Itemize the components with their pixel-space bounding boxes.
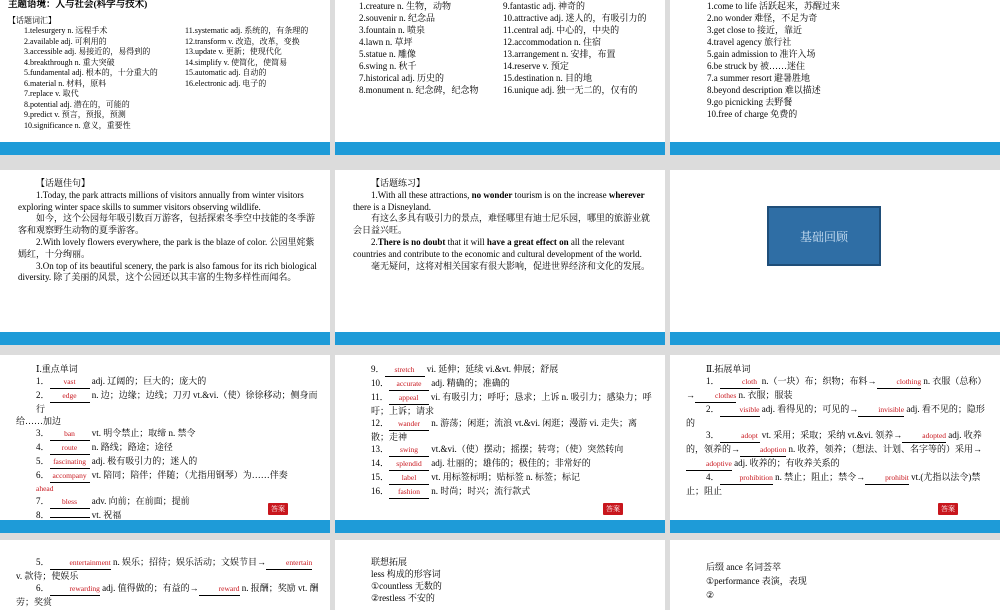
phrase-item: 1.come to life 活跃起来，苏醒过来 — [707, 1, 840, 11]
vocab-left-column — [359, 0, 509, 96]
answer-blank[interactable]: visible — [720, 404, 760, 417]
slide-footer-bar — [670, 332, 1000, 345]
answer-blank[interactable]: stretch — [385, 364, 425, 377]
subheader: less 构成的形容词 — [371, 569, 441, 579]
phrase-item: 4.travel agency 旅行社 — [707, 37, 792, 47]
definition: n. 时尚；时兴；流行款式 — [431, 486, 531, 496]
item-number: 7． — [36, 496, 50, 506]
vocab-item: 5.fundamental adj. 根本的，十分重大的 — [24, 68, 158, 77]
text-segment: that it will — [445, 236, 487, 247]
wrap-text: 给……加边 — [16, 416, 62, 426]
vocab-item: 16.unique adj. 独一无二的，仅有的 — [503, 85, 638, 95]
vocab-item: 10.significance n. 意义，重要性 — [24, 120, 131, 130]
phrase-item: 5.gain admission to 准许入场 — [707, 49, 816, 59]
word-row — [16, 469, 320, 483]
answer-blank[interactable]: rewarding — [50, 583, 100, 596]
section-header: 后缀 ance 名词荟萃 — [706, 562, 781, 572]
phrase-item: 8.beyond description 难以描述 — [707, 85, 821, 95]
vocab-left-column — [24, 26, 174, 131]
item-number: 8． — [36, 510, 50, 520]
vocab-item: 13.arrangement n. 安排，布置 — [503, 49, 616, 59]
phrase-list — [707, 0, 992, 120]
section-header: 【话题佳句】 — [36, 178, 91, 188]
text-segment: adj. 看得见的；可见的→ — [759, 404, 859, 414]
slide-footer-bar — [335, 332, 665, 345]
vocab-item: 13.update v. 更新；使现代化 — [185, 47, 282, 56]
answer-blank[interactable]: vast — [50, 376, 90, 389]
item-number: 5． — [36, 557, 50, 567]
definition: adj. 辽阔的；巨大的；庞大的 — [91, 376, 207, 386]
text-segment: vt.(尤指以法令)禁止；阻止 — [686, 472, 981, 496]
item-number: 1． — [706, 376, 720, 386]
section-header: 【话题词汇】 — [8, 15, 56, 25]
text-segment: n.（一块）布；织物；布料→ — [759, 376, 877, 386]
definition: vt. 明令禁止；取缔 n. 禁令 — [91, 428, 196, 438]
definition: vt. 用标签标明；贴标签 n. 标签；标记 — [431, 472, 581, 482]
extended-item-4 — [686, 471, 986, 497]
text-segment: there is a Disneyland. — [353, 201, 431, 212]
slide-extended-words[interactable] — [670, 355, 1000, 533]
definition: vi. 有吸引力；呼吁；恳求；上诉 n. 吸引力；感染力；呼吁；上诉；请求 — [371, 392, 652, 416]
vocab-item: 5.statue n. 雕像 — [359, 49, 416, 59]
answer-blank[interactable]: invisible — [858, 404, 904, 417]
word-row — [16, 427, 320, 441]
vocab-item: 4.lawn n. 草坪 — [359, 37, 413, 47]
text-segment: 2. — [371, 236, 378, 247]
word-row — [351, 443, 655, 457]
answer-blank[interactable]: adopt — [720, 430, 760, 443]
item-number: 5． — [36, 456, 50, 466]
vocab-item: 8.potential adj. 潜在的，可能的 — [24, 99, 130, 109]
sentence-en: 1.Today, the park attracts millions of visitors annually from winter visitors exploring winter space skills to summer visitors observing wildlife. — [18, 189, 304, 212]
vocab-item: 6.material n. 材料，原料 — [24, 78, 107, 88]
slide-topic-sentences[interactable] — [0, 170, 330, 345]
slide-key-words-2[interactable] — [335, 355, 665, 533]
vocab-item: 4.breakthrough n. 重大突破 — [24, 57, 115, 67]
answer-blank[interactable]: ban — [50, 428, 90, 441]
phrase-item: 6.be struck by 被……迷住 — [707, 61, 805, 71]
key-phrase: wherever — [608, 189, 645, 200]
word-row — [351, 391, 655, 417]
item-number: 4． — [36, 442, 50, 452]
exercise-sentence-1 — [353, 190, 653, 214]
item-number: 10． — [371, 378, 390, 388]
slide-topic-vocabulary-1[interactable] — [0, 0, 330, 155]
item-number: 9． — [371, 364, 385, 374]
answer-blank[interactable]: edge — [50, 390, 90, 403]
slide-title: 主题语境：人与社会(科学与技术) — [8, 0, 148, 10]
answer-button[interactable]: 答案 — [938, 503, 958, 515]
item-number: 13． — [371, 444, 390, 454]
word-row — [351, 417, 655, 443]
definition: vt.&vi.（使）摆动；摇摆；转弯；（使）突然转向 — [431, 444, 624, 454]
answer-blank[interactable]: accompany — [50, 470, 90, 483]
definition: adv. 向前；在前面；提前 — [91, 496, 190, 506]
word-row — [351, 485, 655, 499]
answer-blank[interactable] — [50, 517, 90, 518]
vocab-item: 15.destination n. 目的地 — [503, 73, 592, 83]
exercise-sentence-2 — [353, 237, 653, 261]
vocab-item: 16.electronic adj. 电子的 — [185, 78, 267, 88]
vocab-item: 14.reserve v. 预定 — [503, 61, 569, 71]
vocab-item: 15.automatic adj. 自动的 — [185, 68, 267, 77]
word-row — [351, 377, 655, 391]
answer-blank[interactable]: reward — [199, 583, 240, 596]
word-row — [351, 363, 655, 377]
item-number: 3． — [706, 430, 720, 440]
vocab-item: 3.fountain n. 喷泉 — [359, 25, 425, 35]
item-number: 2． — [706, 404, 720, 414]
definition: vt. 陪同；陪伴；伴随；（尤指用钢琴）为……伴奏 — [91, 470, 288, 480]
answer-blank[interactable]: bless — [50, 496, 90, 509]
item-number: 1． — [36, 376, 50, 386]
answer-blank[interactable]: route — [50, 442, 90, 455]
text-segment: adj. 收养的，领养的→ — [686, 430, 982, 454]
slide-footer-bar — [670, 520, 1000, 533]
answer-blank[interactable]: swing — [389, 444, 429, 457]
section-header: Ⅱ.拓展单词 — [706, 364, 751, 374]
answer-ahead: ahead — [36, 484, 54, 493]
answer-blank[interactable]: clothing — [877, 376, 922, 389]
slide-footer-bar — [335, 142, 665, 155]
phrase-item: 9.go picnicking 去野餐 — [707, 97, 793, 107]
exercise-translation-2: 毫无疑问，这将对相关国家有很大影响，促进世界经济和文化的发展。 — [371, 260, 651, 271]
section-header: 【话题练习】 — [371, 178, 426, 188]
text-segment: 1.With all these attractions, — [371, 189, 472, 200]
answer-blank[interactable]: fascinating — [50, 456, 90, 469]
slide-footer-bar — [335, 520, 665, 533]
answer-blank[interactable]: adopted — [902, 430, 946, 443]
list-item: ② — [706, 590, 715, 600]
text-segment: adj. 收养的；有收养关系的 — [731, 458, 840, 468]
definition: adj. 壮丽的；雄伟的；极佳的；非常好的 — [431, 458, 591, 468]
word-row — [351, 471, 655, 485]
slide-footer-bar — [0, 520, 330, 533]
item-number: 16． — [371, 486, 390, 496]
item-number: 4． — [706, 472, 720, 482]
item-number: 6． — [36, 583, 50, 593]
list-item: ①performance 表演，表现 — [706, 576, 807, 586]
word-row — [16, 389, 320, 415]
answer-button[interactable]: 答案 — [603, 503, 623, 515]
text-segment: vt. 采用；采取；采纳 vt.&vi. 领养→ — [759, 430, 903, 440]
slide-topic-vocabulary-2[interactable] — [335, 0, 665, 155]
text-segment: adj. 看不见的；隐形的 — [686, 404, 985, 428]
answer-blank[interactable]: entertain — [266, 557, 312, 570]
phrase-item: 2.no wonder 难怪，不足为奇 — [707, 13, 818, 23]
definition: adj. 极有吸引力的；迷人的 — [91, 456, 198, 466]
phrase-item: 3.get close to 接近，靠近 — [707, 25, 802, 35]
definition: n. 边；边缘；边线；刀刃 vt.&vi.（使）徐徐移动；侧身而行 — [36, 390, 318, 414]
answer-blank[interactable]: wander — [389, 418, 429, 431]
vocab-item: 11.central adj. 中心的，中央的 — [503, 25, 620, 35]
slide-basic-review[interactable] — [670, 170, 1000, 345]
text-segment: n. 衣服（总称）→ — [686, 376, 982, 400]
answer-blank[interactable]: entertainment — [50, 557, 111, 570]
slide-footer-bar — [0, 142, 330, 155]
vocab-item: 6.swing n. 秋千 — [359, 61, 417, 71]
phrase-item: 7.a summer resort 避暑胜地 — [707, 73, 810, 83]
vocab-item: 10.attractive adj. 迷人的，有吸引力的 — [503, 13, 647, 23]
slide-phrases[interactable] — [670, 0, 1000, 155]
list-item: ①countless 无数的 — [371, 581, 442, 591]
answer-blank[interactable]: adoptive — [686, 458, 732, 471]
text-segment: n. 报酬；奖励 vt. 酬劳；奖赏 — [16, 583, 319, 607]
answer-button[interactable]: 答案 — [268, 503, 288, 515]
definition: n. 路线；路途；途径 — [91, 442, 173, 452]
text-segment: adj. 值得做的；有益的→ — [99, 583, 199, 593]
answer-blank[interactable]: clothes — [695, 390, 736, 403]
vocab-item: 9.predict v. 预言，预报，预测 — [24, 110, 126, 119]
item-number: 14． — [371, 458, 390, 468]
answer-blank[interactable]: splendid — [389, 458, 429, 471]
vocab-item: 9.fantastic adj. 神奇的 — [503, 1, 585, 11]
vocab-item: 2.available adj. 可利用的 — [24, 36, 107, 46]
vocab-item: 2.souvenir n. 纪念品 — [359, 13, 435, 23]
word-row — [16, 375, 320, 389]
sentence-mixed: 3.On top of its beautiful scenery, the park is also famous for its rich biological diversity. 除了美丽的风景，这个公园还以其丰富的生物多样性而闻名。 — [18, 260, 317, 283]
answer-blank[interactable]: fashion — [389, 486, 429, 499]
text-segment: n. 衣服；服装 — [736, 390, 793, 400]
answer-blank[interactable]: prohibition — [720, 472, 773, 485]
basic-review-box[interactable]: 基础回顾 — [767, 206, 881, 266]
answer-blank[interactable]: cloth — [720, 376, 760, 389]
text-segment: v. 款待；使娱乐 — [16, 571, 79, 581]
extended-item-6 — [16, 582, 320, 608]
definition: vi. 延伸；延续 vi.&vt. 伸展；舒展 — [426, 364, 559, 374]
answer-blank[interactable]: accurate — [389, 378, 429, 391]
slide-footer-bar — [0, 332, 330, 345]
text-segment: n. 娱乐；招待；娱乐活动；文娱节目→ — [110, 557, 267, 567]
definition: adj. 精确的；准确的 — [431, 378, 510, 388]
text-segment: n. 禁止；阻止；禁令→ — [772, 472, 866, 482]
slide-footer-bar — [670, 142, 1000, 155]
vocab-item: 1.creature n. 生物，动物 — [359, 1, 451, 11]
vocab-item: 8.monument n. 纪念碑，纪念物 — [359, 85, 479, 95]
item-number: 12． — [371, 418, 390, 428]
text-segment: all the relevant countries and contribute to the economic and cultural development of the world. — [353, 236, 642, 259]
key-phrase: There is no doubt — [377, 236, 446, 247]
slide-key-words-1[interactable] — [0, 355, 330, 533]
answer-blank[interactable]: adoption — [740, 444, 786, 457]
answer-blank[interactable]: label — [389, 472, 429, 485]
definition: vt. 祝福 — [91, 510, 122, 520]
vocab-right-column — [503, 0, 663, 96]
vocab-item: 14.simplify v. 使简化，使简易 — [185, 57, 288, 67]
item-number: 3． — [36, 428, 50, 438]
slide-topic-exercise[interactable] — [335, 170, 665, 345]
list-item: ②restless 不安的 — [371, 593, 435, 603]
extended-item-1 — [686, 375, 986, 403]
extended-item-3 — [686, 429, 986, 471]
text-segment: n. 收养，领养；（想法、计划、名字等的）采用→ — [786, 444, 983, 454]
extended-item-5 — [16, 556, 320, 582]
item-number: 15． — [371, 472, 390, 482]
word-row — [351, 457, 655, 471]
exercise-translation-1: 有这么多具有吸引力的景点，难怪哪里有迪士尼乐园，哪里的旅游业就会日益兴旺。 — [353, 213, 651, 236]
key-phrase: have a great effect on — [486, 236, 569, 247]
section-header: Ⅰ.重点单词 — [36, 364, 78, 374]
vocab-item: 12.accommodation n. 住宿 — [503, 37, 601, 47]
sentence-mixed: 2.With lovely flowers everywhere, the park is the blaze of color. 公园里姹紫嫣红，十分绚丽。 — [18, 236, 315, 259]
phrase-item: 10.free of charge 免费的 — [707, 109, 798, 119]
answer-blank[interactable]: appeal — [389, 392, 429, 405]
vocab-item: 7.replace v. 取代 — [24, 89, 79, 98]
item-number: 6． — [36, 470, 50, 480]
word-row — [16, 441, 320, 455]
vocab-item: 7.historical adj. 历史的 — [359, 73, 444, 83]
item-number: 2． — [36, 390, 50, 400]
vocab-item: 3.accessible adj. 易接近的，易得到的 — [24, 47, 151, 56]
vocab-item: 11.systematic adj. 系统的，有条理的 — [185, 26, 309, 35]
word-row — [16, 455, 320, 469]
extended-item-2 — [686, 403, 986, 429]
vocab-item: 12.transform v. 改造，改革，变换 — [185, 36, 300, 46]
answer-blank[interactable]: prohibit — [865, 472, 909, 485]
section-header: 联想拓展 — [371, 557, 408, 567]
vocab-right-column — [185, 26, 325, 89]
vocab-item: 1.telesurgery n. 远程手术 — [24, 26, 108, 35]
text-segment: tourism is on the increase — [512, 189, 609, 200]
sentence-cn: 如今，这个公园每年吸引数百万游客，包括探索冬季空中技能的冬季游客和观察野生动物的夏季游客。 — [18, 213, 316, 236]
key-phrase: no wonder — [471, 189, 513, 200]
item-number: 11． — [371, 392, 389, 402]
definition: n. 游荡；闲逛；流浪 vt.&vi. 闲逛；漫游 vi. 走失；离散；走神 — [371, 418, 638, 442]
